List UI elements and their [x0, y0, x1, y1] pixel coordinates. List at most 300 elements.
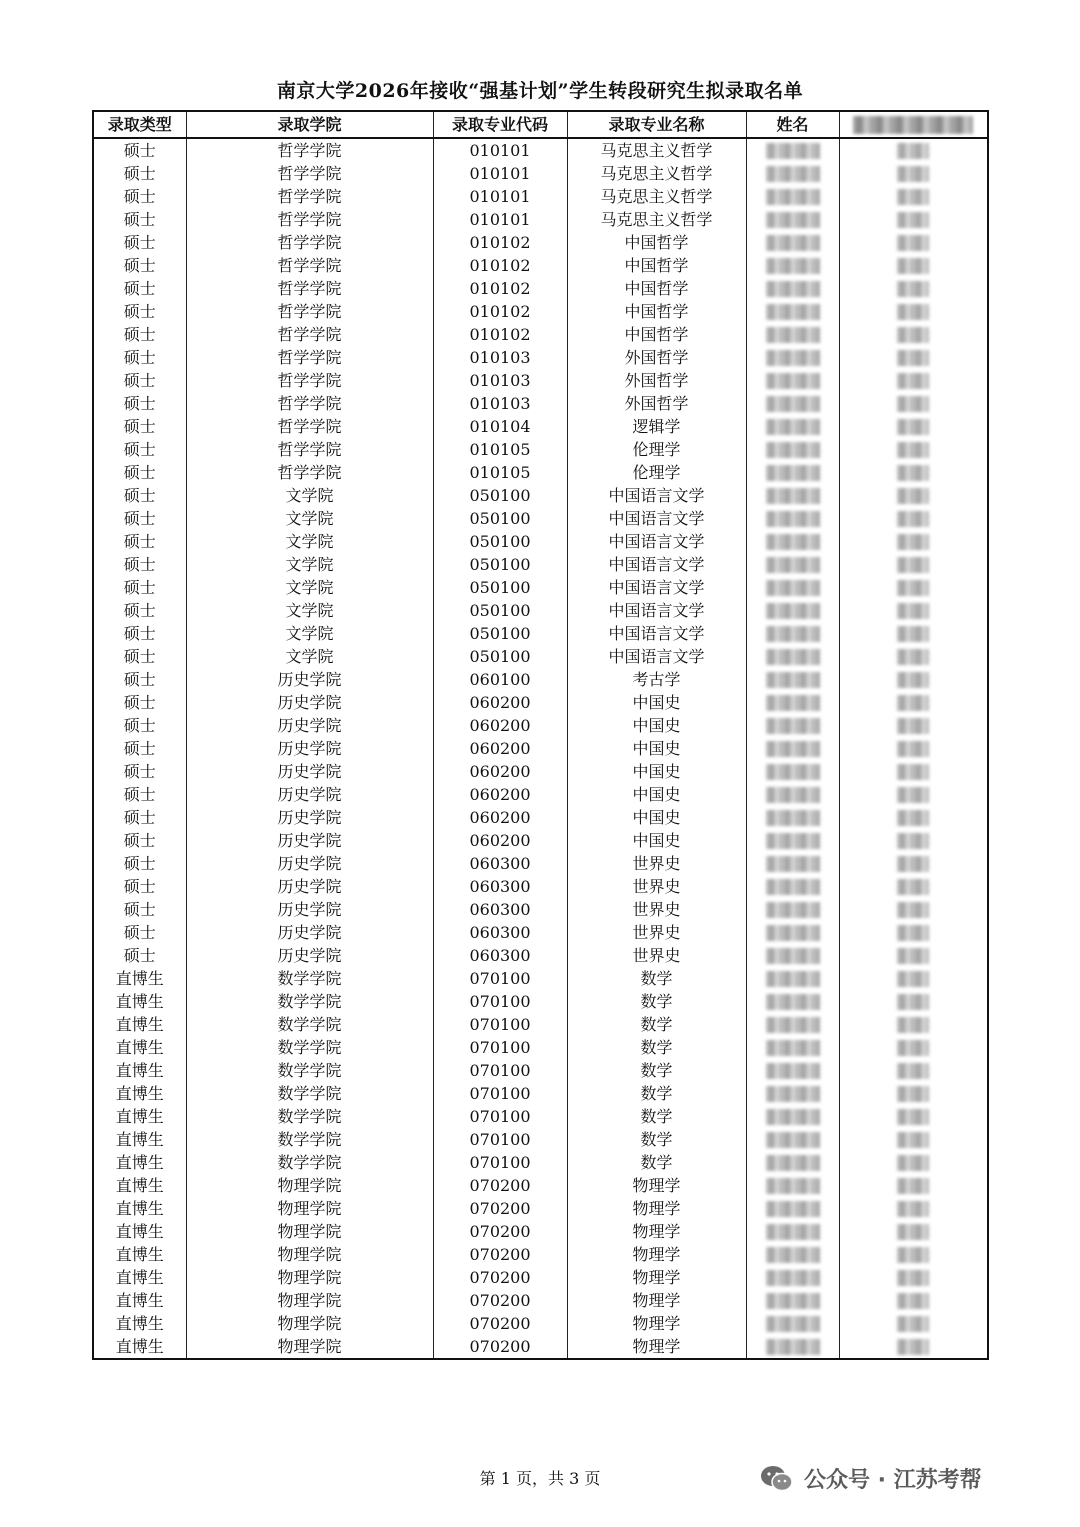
cell-admission-type: 直博生: [93, 1289, 186, 1312]
cell-major-name: 物理学: [567, 1197, 746, 1220]
redacted-name-blur: [766, 1316, 820, 1332]
cell-college: 物理学院: [186, 1243, 433, 1266]
redacted-id-blur: [897, 879, 929, 895]
cell-college: 哲学学院: [186, 369, 433, 392]
cell-college: 哲学学院: [186, 461, 433, 484]
redacted-id-blur: [897, 902, 929, 918]
table-row: [93, 1220, 988, 1243]
cell-redacted: [839, 1220, 988, 1243]
cell-student-name-redacted: [746, 1013, 839, 1036]
cell-redacted: [839, 1335, 988, 1359]
redacted-name-blur: [766, 465, 820, 481]
redacted-name-blur: [766, 626, 820, 642]
cell-college: 文学院: [186, 507, 433, 530]
cell-student-name-redacted: [746, 484, 839, 507]
cell-redacted: [839, 1289, 988, 1312]
cell-college: 哲学学院: [186, 208, 433, 231]
table-row: [93, 323, 988, 346]
cell-admission-type: 直博生: [93, 1243, 186, 1266]
cell-redacted: [839, 691, 988, 714]
cell-student-name-redacted: [746, 944, 839, 967]
redacted-name-blur: [766, 994, 820, 1010]
cell-student-name-redacted: [746, 323, 839, 346]
cell-admission-type: 硕士: [93, 392, 186, 415]
redacted-name-blur: [766, 925, 820, 941]
redacted-id-blur: [897, 580, 929, 596]
cell-admission-type: 硕士: [93, 208, 186, 231]
cell-admission-type: 直博生: [93, 1266, 186, 1289]
cell-admission-type: 硕士: [93, 898, 186, 921]
cell-major-name: 物理学: [567, 1289, 746, 1312]
redacted-name-blur: [766, 741, 820, 757]
cell-major-code: 070200: [433, 1197, 567, 1220]
cell-major-name: 数学: [567, 1036, 746, 1059]
cell-college: 数学学院: [186, 1036, 433, 1059]
cell-college: 物理学院: [186, 1335, 433, 1359]
cell-student-name-redacted: [746, 185, 839, 208]
cell-admission-type: 硕士: [93, 760, 186, 783]
cell-college: 数学学院: [186, 1151, 433, 1174]
cell-college: 数学学院: [186, 967, 433, 990]
redacted-name-blur: [766, 649, 820, 665]
cell-college: 哲学学院: [186, 415, 433, 438]
cell-redacted: [839, 1243, 988, 1266]
table-row: [93, 875, 988, 898]
redacted-name-blur: [766, 856, 820, 872]
cell-major-code: 060300: [433, 852, 567, 875]
cell-student-name-redacted: [746, 875, 839, 898]
cell-major-name: 马克思主义哲学: [567, 208, 746, 231]
cell-major-name: 物理学: [567, 1312, 746, 1335]
cell-admission-type: 硕士: [93, 944, 186, 967]
cell-redacted: [839, 138, 988, 162]
redacted-id-blur: [897, 1339, 929, 1355]
cell-student-name-redacted: [746, 668, 839, 691]
cell-major-code: 050100: [433, 599, 567, 622]
cell-college: 数学学院: [186, 1082, 433, 1105]
table-row: [93, 1174, 988, 1197]
cell-college: 历史学院: [186, 760, 433, 783]
table-row: [93, 1266, 988, 1289]
cell-major-name: 数学: [567, 1082, 746, 1105]
cell-redacted: [839, 1059, 988, 1082]
cell-redacted: [839, 599, 988, 622]
cell-major-name: 马克思主义哲学: [567, 185, 746, 208]
redacted-name-blur: [766, 1178, 820, 1194]
cell-major-code: 050100: [433, 553, 567, 576]
cell-redacted: [839, 967, 988, 990]
cell-college: 文学院: [186, 530, 433, 553]
cell-redacted: [839, 783, 988, 806]
redacted-name-blur: [766, 948, 820, 964]
cell-major-code: 060300: [433, 921, 567, 944]
cell-major-code: 060200: [433, 760, 567, 783]
redacted-id-blur: [897, 1201, 929, 1217]
cell-major-code: 070100: [433, 1036, 567, 1059]
table-row: [93, 231, 988, 254]
redacted-id-blur: [897, 856, 929, 872]
cell-major-name: 中国哲学: [567, 231, 746, 254]
cell-redacted: [839, 461, 988, 484]
cell-college: 历史学院: [186, 875, 433, 898]
redacted-header-blur: [853, 116, 973, 134]
cell-major-name: 中国史: [567, 760, 746, 783]
cell-student-name-redacted: [746, 461, 839, 484]
cell-redacted: [839, 1105, 988, 1128]
redacted-id-blur: [897, 1040, 929, 1056]
redacted-id-blur: [897, 833, 929, 849]
cell-major-name: 中国哲学: [567, 277, 746, 300]
table-row: [93, 1036, 988, 1059]
cell-admission-type: 硕士: [93, 254, 186, 277]
cell-college: 数学学院: [186, 1105, 433, 1128]
table-row: [93, 254, 988, 277]
header-major-name: 录取专业名称: [567, 111, 746, 138]
table-row: [93, 1289, 988, 1312]
cell-student-name-redacted: [746, 737, 839, 760]
cell-college: 哲学学院: [186, 323, 433, 346]
cell-college: 历史学院: [186, 714, 433, 737]
cell-admission-type: 硕士: [93, 783, 186, 806]
cell-student-name-redacted: [746, 1312, 839, 1335]
redacted-id-blur: [897, 994, 929, 1010]
cell-student-name-redacted: [746, 1036, 839, 1059]
admission-table: [92, 110, 989, 1360]
cell-major-name: 伦理学: [567, 461, 746, 484]
redacted-name-blur: [766, 350, 820, 366]
redacted-name-blur: [766, 488, 820, 504]
cell-major-code: 060200: [433, 806, 567, 829]
cell-redacted: [839, 553, 988, 576]
redacted-id-blur: [897, 603, 929, 619]
redacted-id-blur: [897, 925, 929, 941]
cell-student-name-redacted: [746, 1128, 839, 1151]
cell-admission-type: 硕士: [93, 323, 186, 346]
cell-major-name: 中国史: [567, 691, 746, 714]
cell-major-name: 马克思主义哲学: [567, 138, 746, 162]
cell-major-name: 中国语言文学: [567, 622, 746, 645]
cell-major-name: 中国语言文学: [567, 576, 746, 599]
cell-student-name-redacted: [746, 208, 839, 231]
redacted-name-blur: [766, 1017, 820, 1033]
cell-redacted: [839, 438, 988, 461]
cell-redacted: [839, 323, 988, 346]
redacted-name-blur: [766, 1109, 820, 1125]
cell-college: 哲学学院: [186, 392, 433, 415]
header-admission-type: 录取类型: [93, 111, 186, 138]
table-row: [93, 1013, 988, 1036]
cell-redacted: [839, 1128, 988, 1151]
cell-student-name-redacted: [746, 967, 839, 990]
cell-major-name: 物理学: [567, 1335, 746, 1359]
redacted-name-blur: [766, 787, 820, 803]
cell-major-code: 010102: [433, 323, 567, 346]
redacted-id-blur: [897, 327, 929, 343]
cell-major-code: 070100: [433, 1013, 567, 1036]
cell-college: 物理学院: [186, 1312, 433, 1335]
cell-major-code: 050100: [433, 622, 567, 645]
redacted-name-blur: [766, 511, 820, 527]
cell-major-code: 050100: [433, 484, 567, 507]
cell-student-name-redacted: [746, 277, 839, 300]
cell-student-name-redacted: [746, 162, 839, 185]
cell-redacted: [839, 829, 988, 852]
redacted-id-blur: [897, 166, 929, 182]
table-row: [93, 1059, 988, 1082]
cell-college: 哲学学院: [186, 254, 433, 277]
header-major-code: 录取专业代码: [433, 111, 567, 138]
redacted-id-blur: [897, 396, 929, 412]
redacted-id-blur: [897, 350, 929, 366]
cell-student-name-redacted: [746, 254, 839, 277]
cell-admission-type: 硕士: [93, 300, 186, 323]
redacted-id-blur: [897, 1063, 929, 1079]
cell-student-name-redacted: [746, 1059, 839, 1082]
table-row: [93, 1335, 988, 1359]
redacted-id-blur: [897, 1316, 929, 1332]
cell-major-name: 中国史: [567, 829, 746, 852]
cell-admission-type: 硕士: [93, 484, 186, 507]
cell-student-name-redacted: [746, 1220, 839, 1243]
cell-major-code: 060200: [433, 829, 567, 852]
cell-major-code: 060200: [433, 783, 567, 806]
redacted-name-blur: [766, 1293, 820, 1309]
cell-redacted: [839, 231, 988, 254]
table-row: [93, 461, 988, 484]
cell-major-name: 数学: [567, 1151, 746, 1174]
cell-student-name-redacted: [746, 231, 839, 254]
table-row: [93, 645, 988, 668]
cell-major-code: 070100: [433, 1151, 567, 1174]
cell-redacted: [839, 162, 988, 185]
redacted-id-blur: [897, 787, 929, 803]
cell-redacted: [839, 1036, 988, 1059]
table-row: [93, 1128, 988, 1151]
cell-major-name: 数学: [567, 1105, 746, 1128]
cell-major-name: 中国史: [567, 714, 746, 737]
redacted-name-blur: [766, 1224, 820, 1240]
table-header-row: [93, 111, 988, 138]
header-redacted: [839, 111, 988, 138]
cell-admission-type: 直博生: [93, 1197, 186, 1220]
cell-admission-type: 硕士: [93, 162, 186, 185]
cell-student-name-redacted: [746, 1335, 839, 1359]
redacted-id-blur: [897, 258, 929, 274]
table-row: [93, 415, 988, 438]
cell-redacted: [839, 507, 988, 530]
cell-redacted: [839, 300, 988, 323]
cell-major-name: 中国哲学: [567, 254, 746, 277]
cell-college: 文学院: [186, 484, 433, 507]
cell-college: 物理学院: [186, 1266, 433, 1289]
cell-college: 哲学学院: [186, 185, 433, 208]
cell-admission-type: 直博生: [93, 1105, 186, 1128]
redacted-id-blur: [897, 672, 929, 688]
redacted-id-blur: [897, 1017, 929, 1033]
cell-major-code: 060300: [433, 898, 567, 921]
redacted-id-blur: [897, 1109, 929, 1125]
cell-major-code: 070100: [433, 967, 567, 990]
cell-admission-type: 硕士: [93, 852, 186, 875]
cell-college: 物理学院: [186, 1197, 433, 1220]
cell-student-name-redacted: [746, 760, 839, 783]
cell-student-name-redacted: [746, 438, 839, 461]
cell-admission-type: 直博生: [93, 1036, 186, 1059]
redacted-id-blur: [897, 971, 929, 987]
redacted-id-blur: [897, 1155, 929, 1171]
cell-admission-type: 直博生: [93, 990, 186, 1013]
cell-redacted: [839, 1082, 988, 1105]
cell-college: 历史学院: [186, 829, 433, 852]
redacted-id-blur: [897, 465, 929, 481]
cell-redacted: [839, 369, 988, 392]
cell-major-code: 010102: [433, 300, 567, 323]
redacted-name-blur: [766, 143, 820, 159]
cell-major-name: 外国哲学: [567, 369, 746, 392]
cell-admission-type: 硕士: [93, 714, 186, 737]
header-student-name: 姓名: [746, 111, 839, 138]
cell-major-code: 050100: [433, 576, 567, 599]
cell-redacted: [839, 806, 988, 829]
cell-admission-type: 硕士: [93, 576, 186, 599]
cell-admission-type: 硕士: [93, 921, 186, 944]
cell-college: 哲学学院: [186, 162, 433, 185]
cell-student-name-redacted: [746, 714, 839, 737]
cell-college: 哲学学院: [186, 438, 433, 461]
document-title: 南京大学2026年接收“强基计划”学生转段研究生拟录取名单: [276, 80, 804, 102]
redacted-name-blur: [766, 258, 820, 274]
cell-admission-type: 直博生: [93, 967, 186, 990]
cell-student-name-redacted: [746, 806, 839, 829]
table-row: [93, 829, 988, 852]
cell-redacted: [839, 875, 988, 898]
redacted-id-blur: [897, 488, 929, 504]
redacted-name-blur: [766, 810, 820, 826]
table-row: [93, 921, 988, 944]
cell-admission-type: 硕士: [93, 231, 186, 254]
table-row: [93, 714, 988, 737]
cell-major-code: 060200: [433, 737, 567, 760]
redacted-id-blur: [897, 534, 929, 550]
header-college: 录取学院: [186, 111, 433, 138]
cell-redacted: [839, 277, 988, 300]
redacted-name-blur: [766, 695, 820, 711]
cell-redacted: [839, 944, 988, 967]
cell-admission-type: 硕士: [93, 138, 186, 162]
cell-major-code: 060300: [433, 875, 567, 898]
cell-admission-type: 硕士: [93, 622, 186, 645]
redacted-id-blur: [897, 189, 929, 205]
cell-major-name: 逻辑学: [567, 415, 746, 438]
cell-redacted: [839, 645, 988, 668]
cell-student-name-redacted: [746, 1082, 839, 1105]
cell-major-name: 中国史: [567, 806, 746, 829]
redacted-name-blur: [766, 603, 820, 619]
cell-major-code: 060200: [433, 691, 567, 714]
table-row: [93, 553, 988, 576]
redacted-name-blur: [766, 1063, 820, 1079]
cell-major-name: 中国语言文学: [567, 645, 746, 668]
cell-college: 历史学院: [186, 806, 433, 829]
redacted-id-blur: [897, 764, 929, 780]
cell-college: 物理学院: [186, 1220, 433, 1243]
cell-major-name: 数学: [567, 990, 746, 1013]
cell-redacted: [839, 622, 988, 645]
table-row: [93, 484, 988, 507]
cell-redacted: [839, 1266, 988, 1289]
redacted-id-blur: [897, 1178, 929, 1194]
redacted-name-blur: [766, 281, 820, 297]
cell-admission-type: 直博生: [93, 1174, 186, 1197]
cell-redacted: [839, 990, 988, 1013]
cell-major-code: 010104: [433, 415, 567, 438]
cell-admission-type: 硕士: [93, 346, 186, 369]
cell-major-code: 010101: [433, 185, 567, 208]
cell-redacted: [839, 392, 988, 415]
cell-major-code: 010102: [433, 254, 567, 277]
table-row: [93, 576, 988, 599]
table-row: [93, 300, 988, 323]
cell-college: 哲学学院: [186, 346, 433, 369]
cell-admission-type: 硕士: [93, 461, 186, 484]
redacted-id-blur: [897, 442, 929, 458]
redacted-name-blur: [766, 902, 820, 918]
redacted-id-blur: [897, 626, 929, 642]
cell-student-name-redacted: [746, 300, 839, 323]
redacted-name-blur: [766, 1247, 820, 1263]
redacted-name-blur: [766, 1155, 820, 1171]
cell-admission-type: 硕士: [93, 277, 186, 300]
cell-redacted: [839, 852, 988, 875]
cell-admission-type: 直博生: [93, 1312, 186, 1335]
redacted-name-blur: [766, 833, 820, 849]
cell-major-name: 数学: [567, 1059, 746, 1082]
cell-college: 历史学院: [186, 921, 433, 944]
cell-student-name-redacted: [746, 898, 839, 921]
cell-admission-type: 直博生: [93, 1013, 186, 1036]
table-row: [93, 162, 988, 185]
cell-student-name-redacted: [746, 346, 839, 369]
cell-student-name-redacted: [746, 369, 839, 392]
redacted-id-blur: [897, 948, 929, 964]
cell-major-name: 世界史: [567, 875, 746, 898]
cell-student-name-redacted: [746, 1243, 839, 1266]
redacted-name-blur: [766, 235, 820, 251]
cell-major-name: 外国哲学: [567, 392, 746, 415]
redacted-name-blur: [766, 718, 820, 734]
cell-major-name: 外国哲学: [567, 346, 746, 369]
cell-student-name-redacted: [746, 530, 839, 553]
cell-college: 哲学学院: [186, 277, 433, 300]
cell-student-name-redacted: [746, 1174, 839, 1197]
cell-major-name: 数学: [567, 1013, 746, 1036]
redacted-id-blur: [897, 1270, 929, 1286]
cell-redacted: [839, 484, 988, 507]
cell-admission-type: 硕士: [93, 369, 186, 392]
cell-college: 物理学院: [186, 1289, 433, 1312]
cell-major-name: 世界史: [567, 921, 746, 944]
table-row: [93, 1105, 988, 1128]
cell-major-name: 考古学: [567, 668, 746, 691]
cell-admission-type: 硕士: [93, 737, 186, 760]
cell-major-name: 中国语言文学: [567, 553, 746, 576]
cell-major-code: 070200: [433, 1289, 567, 1312]
cell-admission-type: 硕士: [93, 645, 186, 668]
cell-major-code: 060200: [433, 714, 567, 737]
redacted-name-blur: [766, 1132, 820, 1148]
cell-admission-type: 直博生: [93, 1128, 186, 1151]
cell-admission-type: 直博生: [93, 1151, 186, 1174]
